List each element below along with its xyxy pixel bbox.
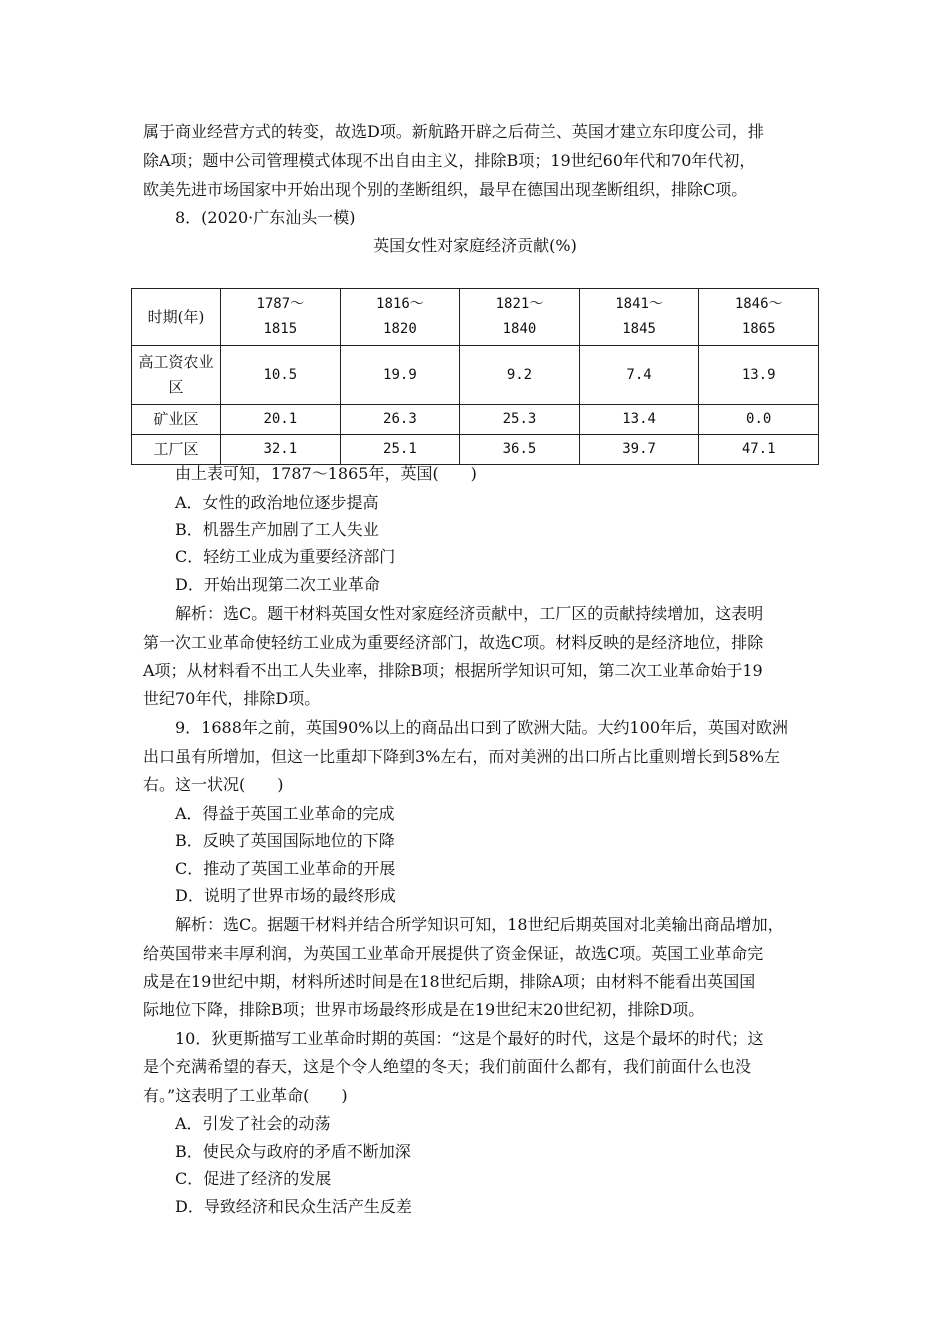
row-label xyxy=(132,346,221,405)
q9-option-b: B．反映了英国国际地位的下降 xyxy=(175,831,395,850)
intro-line-1: 属于商业经营方式的转变，故选D项。新航路开辟之后荷兰、英国才建立东印度公司，排 xyxy=(143,122,764,141)
q9-analysis-line-4: 际地位下降，排除B项；世界市场最终形成是在19世纪末20世纪初，排除D项。 xyxy=(143,1000,705,1019)
table-cell: 19.9 xyxy=(340,346,460,405)
table-header-period xyxy=(340,289,460,346)
table-cell: 13.9 xyxy=(699,346,819,405)
q8-option-a: A．女性的政治地位逐步提高 xyxy=(175,493,379,512)
q8-analysis-line-2: 第一次工业革命使轻纺工业成为重要经济部门，故选C项。材料反映的是经济地位，排除 xyxy=(143,633,764,652)
table-cell: 39.7 xyxy=(579,435,699,465)
q8-analysis-line-3: A项；从材料看不出工人失业率，排除B项；根据所学知识可知，第二次工业革命始于19 xyxy=(143,661,763,680)
q8-analysis-line-4: 世纪70年代，排除D项。 xyxy=(143,689,321,708)
table-header-period xyxy=(579,289,699,346)
table-header-period xyxy=(699,289,819,346)
row-label: 矿业区 xyxy=(132,405,221,435)
row-label-line: 高工资农业 xyxy=(138,353,214,371)
table-cell: 36.5 xyxy=(460,435,580,465)
table-cell: 0.0 xyxy=(699,405,819,435)
table-cell: 13.4 xyxy=(579,405,699,435)
table-cell: 26.3 xyxy=(340,405,460,435)
row-label: 工厂区 xyxy=(132,435,221,465)
table-cell: 9.2 xyxy=(460,346,580,405)
q10-option-c: C．促进了经济的发展 xyxy=(175,1169,332,1188)
q9-analysis-line-3: 成是在19世纪中期，材料所述时间是在18世纪后期，排除A项；由材料不能看出英国国 xyxy=(143,972,756,991)
q8-data-table xyxy=(131,288,819,465)
period-start: 1841～ xyxy=(615,296,663,312)
period-start: 1816～ xyxy=(376,296,424,312)
period-end: 1840 xyxy=(502,321,537,337)
period-end: 1865 xyxy=(741,321,776,337)
row-label-line: 区 xyxy=(168,378,184,396)
period-start: 1787～ xyxy=(256,296,305,312)
q10-option-d: D．导致经济和民众生活产生反差 xyxy=(175,1197,412,1216)
period-end: 1815 xyxy=(263,321,298,337)
table-header-period xyxy=(460,289,580,346)
table-row xyxy=(132,405,819,435)
period-start: 1846～ xyxy=(734,296,783,312)
table-cell: 10.5 xyxy=(221,346,341,405)
q9-option-d: D．说明了世界市场的最终形成 xyxy=(175,886,396,905)
q9-option-c: C．推动了英国工业革命的开展 xyxy=(175,859,396,878)
q9-stem-line-2: 出口虽有所增加，但这一比重却下降到3%左右，而对美洲的出口所占比重则增长到58%左 xyxy=(143,747,780,766)
q8-header: 8．(2020·广东汕头一模) xyxy=(175,208,356,227)
period-end: 1820 xyxy=(383,321,417,337)
period-start: 1821～ xyxy=(495,296,544,312)
intro-line-2: 除A项；题中公司管理模式体现不出自由主义，排除B项；19世纪60年代和70年代初， xyxy=(143,151,756,170)
table-header-period xyxy=(221,289,341,346)
table-header-row xyxy=(132,289,819,346)
q10-option-a: A．引发了社会的动荡 xyxy=(175,1114,331,1133)
q9-stem-line-3: 右。这一状况( ) xyxy=(143,775,284,794)
q10-option-b: B．使民众与政府的矛盾不断加深 xyxy=(175,1142,411,1161)
table-header-label: 时期(年) xyxy=(132,289,221,346)
q9-stem-line-1: 9．1688年之前，英国90%以上的商品出口到了欧洲大陆。大约100年后，英国对欧洲 xyxy=(175,718,789,737)
table-cell: 7.4 xyxy=(579,346,699,405)
q10-stem-line-1: 10．狄更斯描写工业革命时期的英国：“这是个最好的时代，这是个最坏的时代；这 xyxy=(175,1029,764,1048)
table-cell: 47.1 xyxy=(699,435,819,465)
q10-stem-line-3: 有。”这表明了工业革命( ) xyxy=(143,1086,348,1105)
intro-line-3: 欧美先进市场国家中开始出现个别的垄断组织，最早在德国出现垄断组织，排除C项。 xyxy=(143,180,748,199)
q9-analysis-line-1: 解析：选C。据题干材料并结合所学知识可知，18世纪后期英国对北美输出商品增加， xyxy=(175,915,784,934)
table-cell: 25.3 xyxy=(460,405,580,435)
q9-analysis-line-2: 给英国带来丰厚利润，为英国工业革命开展提供了资金保证，故选C项。英国工业革命完 xyxy=(143,944,764,963)
q8-option-c: C．轻纺工业成为重要经济部门 xyxy=(175,547,396,566)
table-row xyxy=(132,346,819,405)
q8-option-d: D．开始出现第二次工业革命 xyxy=(175,575,380,594)
q10-stem-line-2: 是个充满希望的春天，这是个令人绝望的冬天；我们前面什么都有，我们前面什么也没 xyxy=(143,1057,752,1076)
q8-table-title: 英国女性对家庭经济贡献(%) xyxy=(373,236,577,255)
q8-option-b: B．机器生产加剧了工人失业 xyxy=(175,520,379,539)
period-end: 1845 xyxy=(622,321,656,337)
table-cell: 32.1 xyxy=(221,435,341,465)
table-cell: 20.1 xyxy=(221,405,341,435)
q9-option-a: A．得益于英国工业革命的完成 xyxy=(175,804,395,823)
q8-stem: 由上表可知，1787～1865年，英国( ) xyxy=(175,464,477,483)
table-cell: 25.1 xyxy=(340,435,460,465)
q8-analysis-line-1: 解析：选C。题干材料英国女性对家庭经济贡献中，工厂区的贡献持续增加，这表明 xyxy=(175,604,764,623)
